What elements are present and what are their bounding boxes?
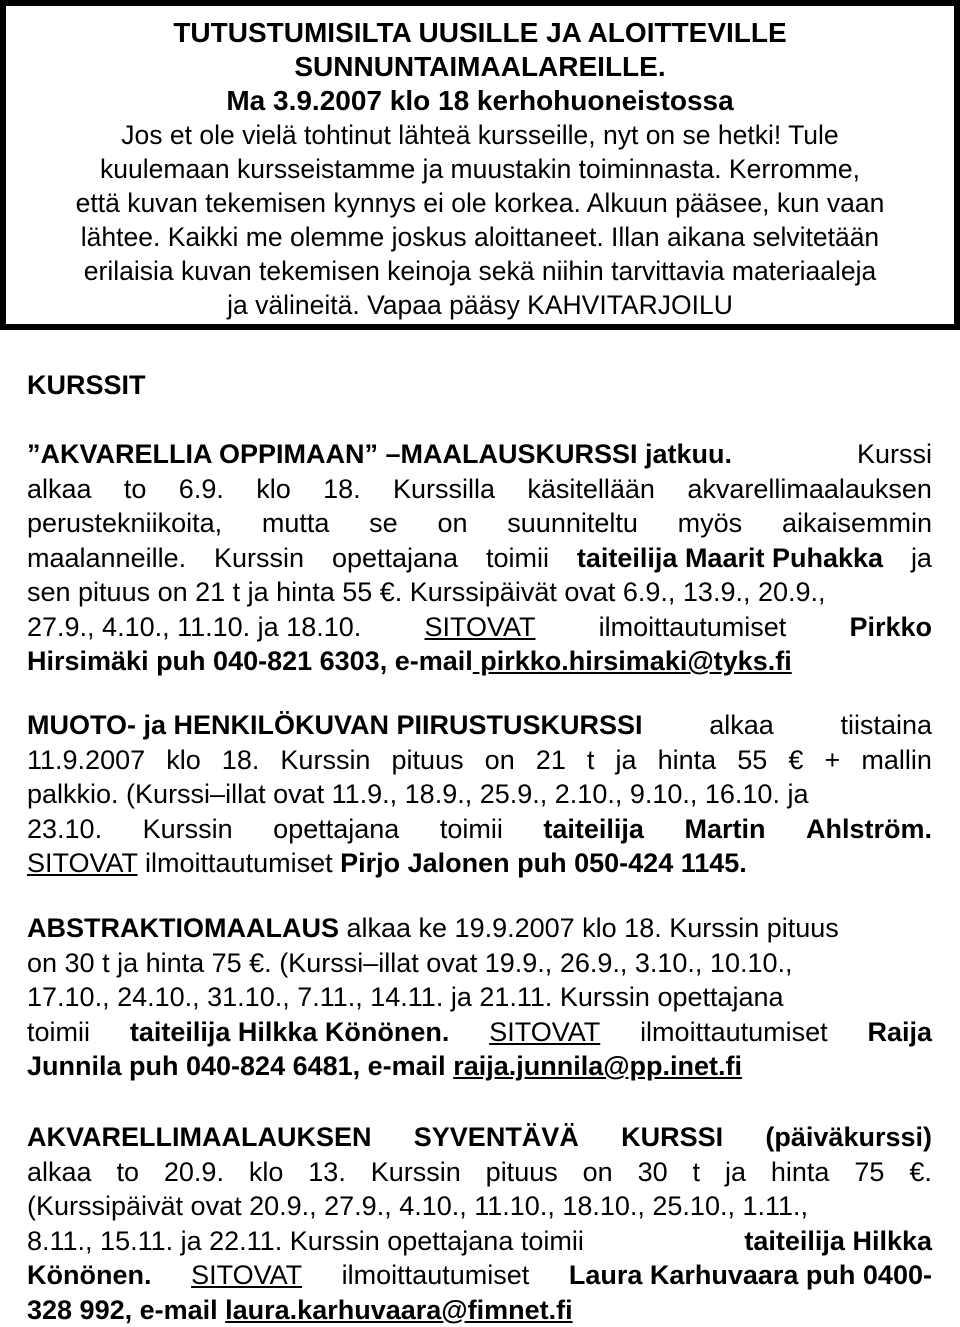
- contact-info: Pirjo Jalonen puh 050-424 1145.: [340, 848, 747, 878]
- text-segment: toimii: [486, 541, 549, 576]
- text-line: [27, 644, 932, 679]
- intro-line: ja välineitä. Vapaa pääsy KAHVITARJOILU: [0, 288, 960, 322]
- text-segment: t: [587, 743, 595, 778]
- text-segment: sen pituus on 21 t ja hinta 55 €. Kurssipäivät ovat 6.9., 13.9., 20.9.,: [27, 575, 826, 610]
- text-line: [27, 743, 932, 778]
- text-segment: 328 992, e-mail: [27, 1295, 225, 1325]
- text-line: [27, 1189, 932, 1224]
- text-segment: pituus: [392, 743, 464, 778]
- text-segment: Kurssin: [280, 743, 370, 778]
- binding-label: SITOVAT: [424, 610, 535, 645]
- text-segment: alkaa: [27, 1155, 92, 1190]
- text-segment: suunniteltu: [507, 506, 638, 541]
- text-segment: 20.9.: [164, 1155, 224, 1190]
- text-line: [27, 610, 932, 645]
- binding-label: SITOVAT: [191, 1258, 302, 1293]
- text-segment: on: [485, 743, 515, 778]
- course-title: AKVARELLIMAALAUKSEN: [27, 1120, 372, 1155]
- text-segment: 55: [737, 743, 767, 778]
- text-segment: klo: [166, 743, 201, 778]
- text-line: [27, 708, 932, 743]
- text-segment: 23.10.: [27, 812, 102, 847]
- text-line: [27, 980, 932, 1015]
- text-segment: tiistaina: [840, 708, 932, 743]
- text-segment: alkaa ke 19.9.2007 klo 18. Kurssin pituus: [339, 913, 839, 943]
- text-segment: to: [124, 472, 147, 507]
- text-line: [27, 911, 932, 946]
- text-segment: mallin: [861, 743, 932, 778]
- text-segment: ja: [911, 541, 932, 576]
- text-segment: Ahlström.: [806, 812, 932, 847]
- text-segment: pituus: [486, 1155, 558, 1190]
- text-segment: 6.9.: [179, 472, 224, 507]
- text-segment: (Kurssipäivät ovat 20.9., 27.9., 4.10., 11.10., 18.10., 25.10., 1.11.,: [27, 1189, 808, 1224]
- text-segment: myös: [678, 506, 743, 541]
- text-segment: t: [693, 1155, 701, 1190]
- teacher-name: taiteilija Hilkka Könönen.: [130, 1015, 450, 1050]
- teacher-name: taiteilija Maarit Puhakka: [577, 541, 883, 576]
- text-segment: hinta: [771, 1155, 830, 1190]
- text-segment: toimii: [440, 812, 503, 847]
- text-segment: klo: [249, 1155, 284, 1190]
- text-segment: €: [788, 743, 803, 778]
- text-segment: ilmoittautumiset: [342, 1258, 530, 1293]
- email-link[interactable]: pirkko.hirsimaki@tyks.fi: [473, 646, 792, 676]
- section-heading: KURSSIT: [27, 370, 146, 401]
- text-segment: +: [824, 743, 840, 778]
- text-segment: 8.11., 15.11. ja 22.11. Kurssin opettajana toimii: [27, 1224, 584, 1259]
- text-line: [27, 946, 932, 981]
- text-segment: on 30 t ja hinta 75 €. (Kurssi–illat ovat 19.9., 26.9., 3.10., 10.10.,: [27, 946, 793, 981]
- text-segment: ilmoittautumiset: [138, 848, 341, 878]
- text-segment: Könönen.: [27, 1258, 151, 1293]
- text-segment: opettajana: [332, 541, 458, 576]
- text-segment: aikaisemmin: [782, 506, 932, 541]
- text-segment: käsitellään: [527, 472, 655, 507]
- text-segment: Kurssilla: [393, 472, 495, 507]
- text-segment: palkkio. (Kurssi–illat ovat 11.9., 18.9., 25.9., 2.10., 9.10., 16.10. ja: [27, 777, 808, 812]
- text-segment: SYVENTÄVÄ: [414, 1120, 579, 1155]
- intro-line: Jos et ole vielä tohtinut lähteä kursseille, nyt on se hetki! Tule: [0, 118, 960, 152]
- text-segment: Martin: [684, 812, 765, 847]
- text-line: [27, 575, 932, 610]
- text-segment: Pirkko: [849, 610, 932, 645]
- text-line: [27, 541, 932, 576]
- contact-info: Hirsimäki puh 040-821 6303, e-mail: [27, 646, 473, 676]
- text-segment: 27.9., 4.10., 11.10. ja 18.10.: [27, 610, 361, 645]
- text-line: [27, 846, 932, 881]
- text-segment: KURSSI: [621, 1120, 723, 1155]
- text-line: [27, 437, 932, 472]
- text-segment: 13.: [308, 1155, 346, 1190]
- text-line: [27, 1155, 932, 1190]
- intro-title-line1: TUTUSTUMISILTA UUSILLE JA ALOITTEVILLE: [0, 16, 960, 50]
- text-segment: on: [437, 506, 467, 541]
- contact-info: Laura Karhuvaara puh 0400-: [569, 1258, 932, 1293]
- course-akvarellia-oppimaan: [27, 437, 932, 679]
- binding-label: SITOVAT: [27, 848, 138, 878]
- text-segment: to: [116, 1155, 139, 1190]
- text-line: [27, 1293, 932, 1327]
- intro-title-line2: SUNNUNTAIMAALAREILLE.: [0, 50, 960, 84]
- text-segment: 18.: [222, 743, 260, 778]
- course-title: MUOTO- ja HENKILÖKUVAN PIIRUSTUSKURSSI: [27, 708, 643, 743]
- text-segment: ja: [725, 1155, 746, 1190]
- email-link[interactable]: raija.junnila@pp.inet.fi: [453, 1051, 742, 1081]
- text-line: [27, 1049, 932, 1084]
- intro-date-line: Ma 3.9.2007 klo 18 kerhohuoneistossa: [0, 84, 960, 118]
- text-segment: Kurssin: [143, 812, 233, 847]
- intro-line: että kuvan tekemisen kynnys ei ole korkea. Alkuun pääsee, kun vaan: [0, 186, 960, 220]
- text-segment: maalanneille.: [27, 541, 186, 576]
- text-segment: Kurssin: [214, 541, 304, 576]
- text-segment: (päiväkurssi): [765, 1120, 932, 1155]
- course-syventava: [27, 1120, 932, 1327]
- text-segment: akvarellimaalauksen: [687, 472, 932, 507]
- text-segment: ja: [616, 743, 637, 778]
- text-segment: on: [583, 1155, 613, 1190]
- text-segment: 75: [854, 1155, 884, 1190]
- binding-label: SITOVAT: [489, 1015, 600, 1050]
- teacher-name: taiteilija Hilkka: [744, 1224, 932, 1259]
- text-line: [27, 1258, 932, 1293]
- text-line: [27, 1015, 932, 1050]
- text-line: [27, 472, 932, 507]
- intro-line: erilaisia kuvan tekemisen keinoja sekä niihin tarvittavia materiaaleja: [0, 254, 960, 288]
- text-segment: hinta: [658, 743, 717, 778]
- text-segment: mutta: [262, 506, 330, 541]
- text-segment: 17.10., 24.10., 31.10., 7.11., 14.11. ja 21.11. Kurssin opettajana: [27, 980, 784, 1015]
- text-segment: €.: [909, 1155, 932, 1190]
- text-line: [27, 777, 932, 812]
- course-muotokuva: [27, 708, 932, 881]
- text-line: [27, 1120, 932, 1155]
- text-segment: 18.: [323, 472, 361, 507]
- text-segment: perustekniikoita,: [27, 506, 222, 541]
- text-segment: Kurssi: [857, 437, 932, 472]
- text-segment: alkaa: [709, 708, 774, 743]
- intro-line: kuulemaan kursseistamme ja muustakin toiminnasta. Kerromme,: [0, 152, 960, 186]
- text-segment: 21: [536, 743, 566, 778]
- text-segment: taiteilija: [543, 812, 644, 847]
- text-segment: Raija: [867, 1015, 932, 1050]
- course-title: ABSTRAKTIOMAALAUS: [27, 913, 339, 943]
- text-line: [27, 506, 932, 541]
- text-segment: se: [369, 506, 398, 541]
- text-segment: 11.9.2007: [27, 743, 145, 778]
- text-line: [27, 1224, 932, 1259]
- contact-info: Junnila puh 040-824 6481, e-mail: [27, 1051, 453, 1081]
- text-line: [27, 812, 932, 847]
- text-segment: opettajana: [273, 812, 399, 847]
- course-title: ”AKVARELLIA OPPIMAAN” –MAALAUSKURSSI jatkuu.: [27, 437, 732, 472]
- text-segment: Kurssin: [371, 1155, 461, 1190]
- text-segment: ilmoittautumiset: [640, 1015, 828, 1050]
- text-segment: toimii: [27, 1015, 90, 1050]
- text-segment: alkaa: [27, 472, 92, 507]
- intro-line: lähtee. Kaikki me olemme joskus aloittaneet. Illan aikana selvitetään: [0, 220, 960, 254]
- course-abstraktiomaalaus: [27, 911, 932, 1084]
- text-segment: klo: [256, 472, 291, 507]
- text-segment: ilmoittautumiset: [599, 610, 787, 645]
- text-segment: 30: [638, 1155, 668, 1190]
- email-link[interactable]: laura.karhuvaara@fimnet.fi: [225, 1295, 572, 1325]
